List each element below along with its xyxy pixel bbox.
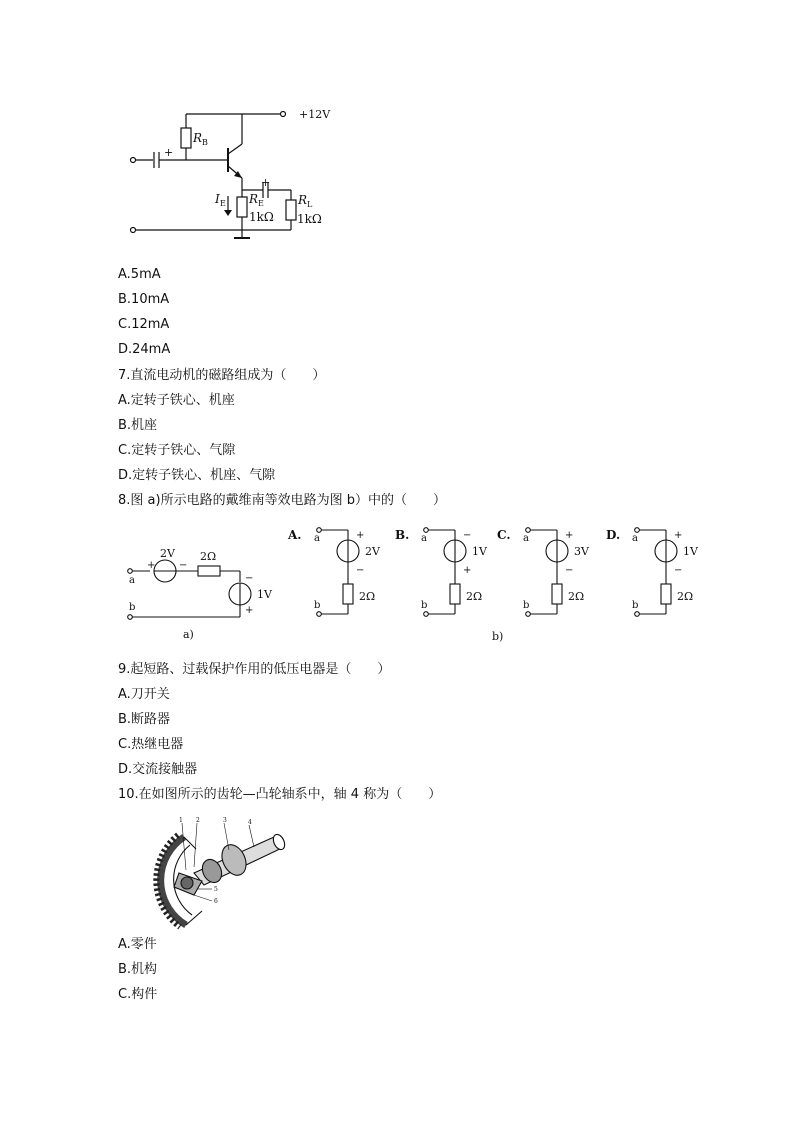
q9-option-a: A.刀开关	[118, 687, 170, 702]
choice-letter: B.	[395, 528, 410, 542]
svg-text:b: b	[314, 600, 321, 611]
fig-b-caption: b)	[492, 630, 504, 643]
svg-text:2Ω: 2Ω	[568, 590, 585, 603]
q7-option-c: C.定转子铁心、气隙	[118, 443, 236, 458]
svg-text:b: b	[421, 600, 428, 611]
fig-a-caption: a)	[183, 628, 194, 641]
label-3: 3	[223, 817, 227, 824]
q9-stem: 9.起短路、过载保护作用的低压电器是（ ）	[118, 662, 391, 677]
re-value: 1kΩ	[249, 210, 274, 224]
ie-sub: E	[220, 199, 226, 208]
fig-a-minus-2: −	[245, 573, 254, 584]
label-1: 1	[179, 817, 183, 824]
rl-sub: L	[307, 200, 313, 209]
fig-a-node-a: a	[129, 575, 135, 586]
q7-option-b: B.机座	[118, 418, 158, 433]
fig-a-plus-2: +	[245, 605, 254, 616]
svg-text:+: +	[463, 565, 472, 576]
q9-option-b: B.断路器	[118, 712, 171, 727]
cap-plus-2: +	[261, 176, 271, 189]
fig-a-source-2-voltage: 1V	[257, 588, 272, 601]
svg-text:2Ω: 2Ω	[359, 590, 376, 603]
label-4: 4	[248, 819, 252, 826]
svg-text:1V: 1V	[683, 545, 698, 558]
svg-text:2V: 2V	[365, 545, 380, 558]
svg-text:a: a	[421, 533, 427, 544]
q8-stem: 8.图 a)所示电路的戴维南等效电路为图 b）中的（ ）	[118, 493, 446, 508]
cap-plus-1: +	[164, 146, 174, 159]
label-2: 2	[196, 817, 200, 824]
q10-option-b: B.机构	[118, 962, 158, 977]
q8-choice-c	[495, 522, 595, 626]
svg-text:b: b	[632, 600, 639, 611]
ie-label: I	[215, 192, 220, 206]
q9-option-d: D.交流接触器	[118, 762, 198, 777]
svg-text:b: b	[523, 600, 530, 611]
rl-value: 1kΩ	[297, 212, 322, 226]
q8-choice-a	[286, 522, 386, 626]
q6-option-a: A.5mA	[118, 267, 161, 282]
svg-text:+: +	[674, 530, 683, 541]
q6-option-d: D.24mA	[118, 342, 171, 357]
rb-label: R	[193, 131, 203, 145]
q10-option-a: A.零件	[118, 937, 157, 952]
label-5: 5	[214, 886, 218, 893]
choice-letter: C.	[497, 528, 511, 542]
svg-text:2Ω: 2Ω	[677, 590, 694, 603]
q8-figure-a	[120, 540, 280, 645]
q10-stem: 10.在如图所示的齿轮—凸轮轴系中，轴 4 称为（ ）	[118, 787, 442, 802]
svg-text:2Ω: 2Ω	[466, 590, 483, 603]
q7-stem: 7.直流电动机的磁路组成为（ ）	[118, 368, 326, 383]
fig-a-plus: +	[147, 560, 156, 571]
re-sub: E	[258, 199, 264, 208]
q6-option-c: C.12mA	[118, 317, 170, 332]
choice-letter: D.	[606, 528, 621, 542]
q6-transistor-circuit	[120, 100, 350, 250]
q6-option-b: B.10mA	[118, 292, 170, 307]
q7-option-a: A.定转子铁心、机座	[118, 393, 235, 408]
svg-text:−: −	[674, 565, 683, 576]
svg-text:a: a	[632, 533, 638, 544]
svg-text:1V: 1V	[472, 545, 487, 558]
fig-a-resistor: 2Ω	[200, 550, 217, 563]
svg-text:−: −	[463, 530, 472, 541]
fig-a-minus: −	[179, 560, 188, 571]
svg-text:−: −	[565, 565, 574, 576]
svg-text:3V: 3V	[574, 545, 589, 558]
q7-option-d: D.定转子铁心、机座、气隙	[118, 468, 276, 483]
re-label: R	[249, 192, 259, 206]
fig-a-source-voltage: 2V	[160, 547, 175, 560]
q9-option-c: C.热继电器	[118, 737, 184, 752]
svg-text:−: −	[356, 565, 365, 576]
label-6: 6	[214, 898, 218, 905]
svg-text:a: a	[314, 533, 320, 544]
q8-choice-d	[604, 522, 704, 626]
svg-text:a: a	[523, 533, 529, 544]
q8-choice-b	[393, 522, 493, 626]
choice-letter: A.	[288, 528, 302, 542]
svg-text:+: +	[356, 530, 365, 541]
rl-label: R	[298, 193, 308, 207]
supply-label: +12V	[299, 108, 331, 121]
rb-sub: B	[202, 138, 208, 147]
svg-text:+: +	[565, 530, 574, 541]
fig-a-node-b: b	[129, 602, 136, 613]
q10-gear-camshaft-figure	[124, 815, 294, 930]
q10-option-c: C.构件	[118, 987, 158, 1002]
